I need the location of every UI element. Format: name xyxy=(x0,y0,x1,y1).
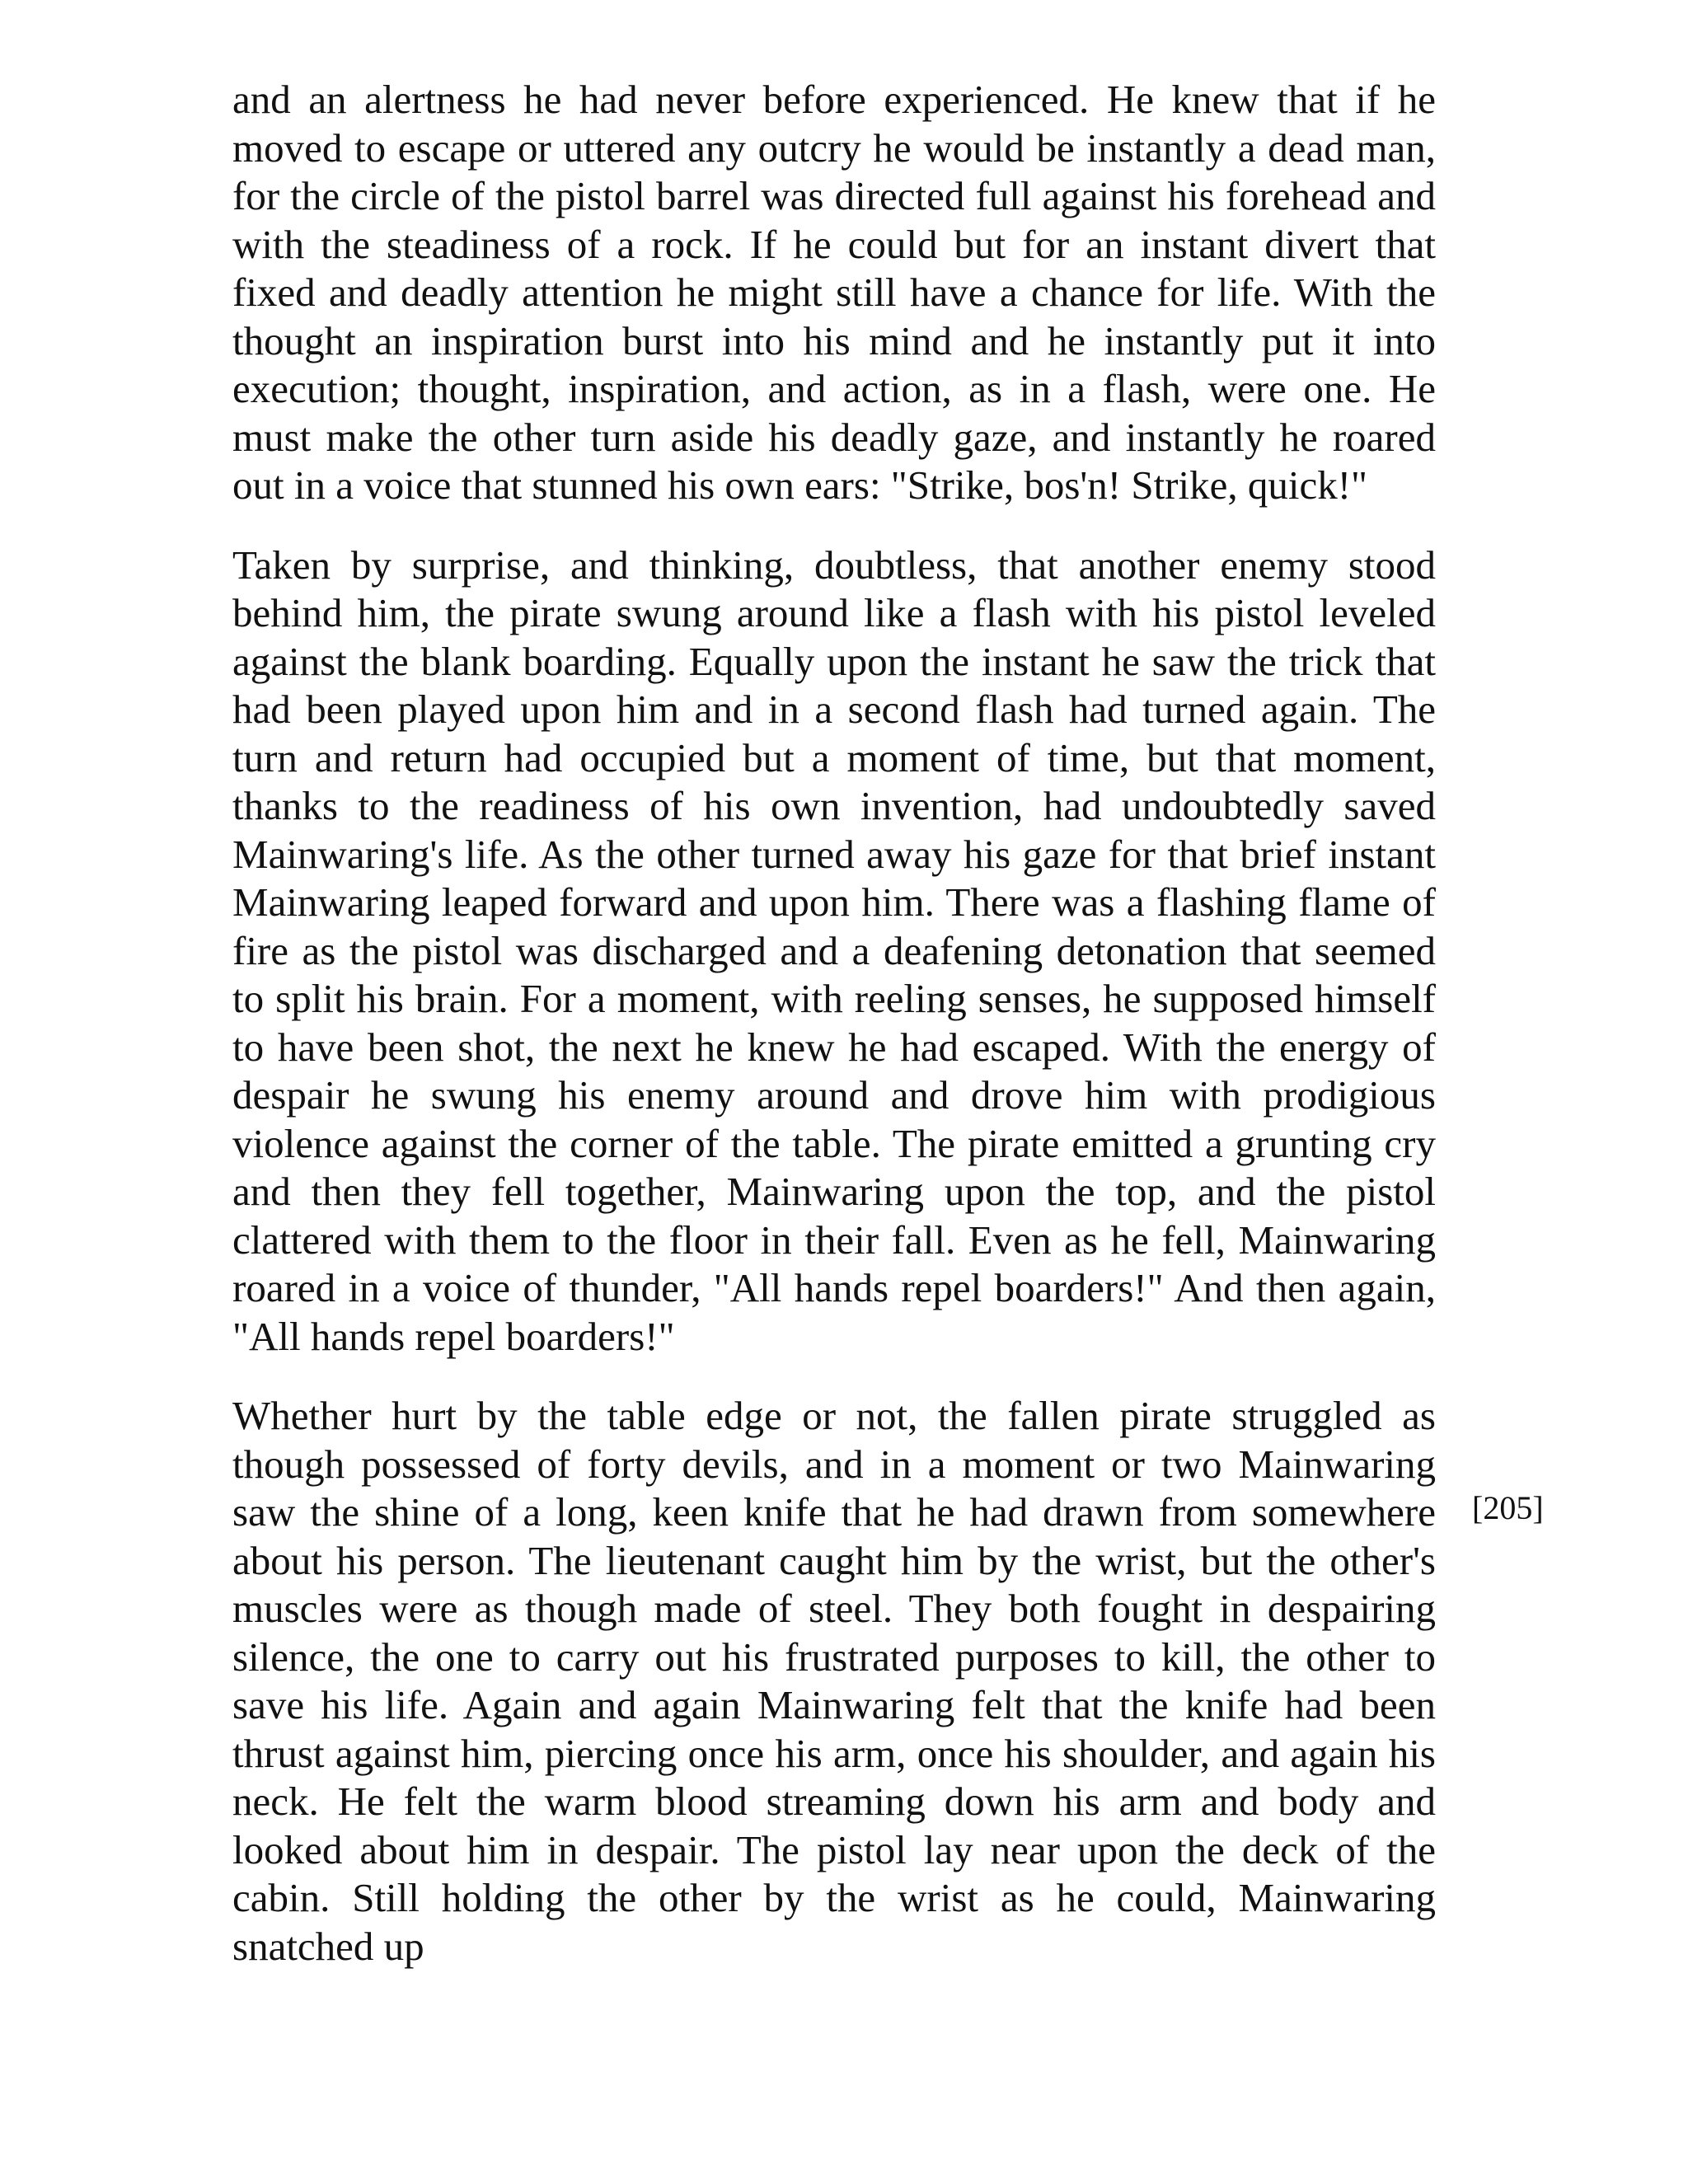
paragraph-2: Taken by surprise, and thinking, doubtless, that another enemy stood behind him, the pirate swung around like a flash with his pistol leveled against the blank boarding. Equally upon the instant he saw the trick that had been played upon him and in a second flash had turned again. The turn and return had occupied but a moment of time, but that moment, thanks to the readiness of his own invention, had undoubtedly saved Mainwaring's life. As the other turned away his gaze for that brief instant Mainwaring leaped forward and upon him. There was a flashing flame of fire as the pistol was discharged and a deafening detonation that seemed to split his brain. For a moment, with reeling senses, he supposed himself to have been shot, the next he knew he had escaped. With the energy of despair he swung his enemy around and drove him with prodigious violence against the corner of the table. The pirate emitted a grunting cry and then they fell together, Mainwaring upon the top, and the pistol clattered with them to the floor in their fall. Even as he fell, Mainwaring roared in a voice of thunder, "All hands repel boarders!" And then again, "All hands repel boarders!" xyxy=(232,541,1436,1359)
paragraph-3: Whether hurt by the table edge or not, the fallen pirate struggled as though possessed of forty devils, and in a moment or two Mainwaring saw the shine of a long, keen knife that he had drawn from somewhere about his person. The lieutenant caught him by the wrist, but the other's muscles were as though made of steel. They both fought in despairing silence, the one to carry out his frustrated purposes to kill, the other to save his life. Again and again Mainwaring felt that the knife had been thrust against him, piercing once his arm, once his shoulder, and again his neck. He felt the warm blood streaming down his arm and body and looked about him in despair. The pistol lay near upon the deck of the cabin. Still holding the other by the wrist as he could, Mainwaring snatched up xyxy=(232,1393,1436,1969)
body-text xyxy=(232,76,1436,2002)
page-number: [205] xyxy=(1472,1489,1544,1526)
paragraph-1: and an alertness he had never before experienced. He knew that if he moved to escape or uttered any outcry he would be instantly a dead man, for the circle of the pistol barrel was directed full against his forehead and with the steadiness of a rock. If he could but for an instant divert that fixed and deadly attention he might still have a chance for life. With the thought an inspiration burst into his mind and he instantly put it into execution; thought, inspiration, and action, as in a flash, were one. He must make the other turn aside his deadly gaze, and instantly he roared out in a voice that stunned his own ears: "Strike, bos'n! Strike, quick!" xyxy=(232,77,1436,508)
